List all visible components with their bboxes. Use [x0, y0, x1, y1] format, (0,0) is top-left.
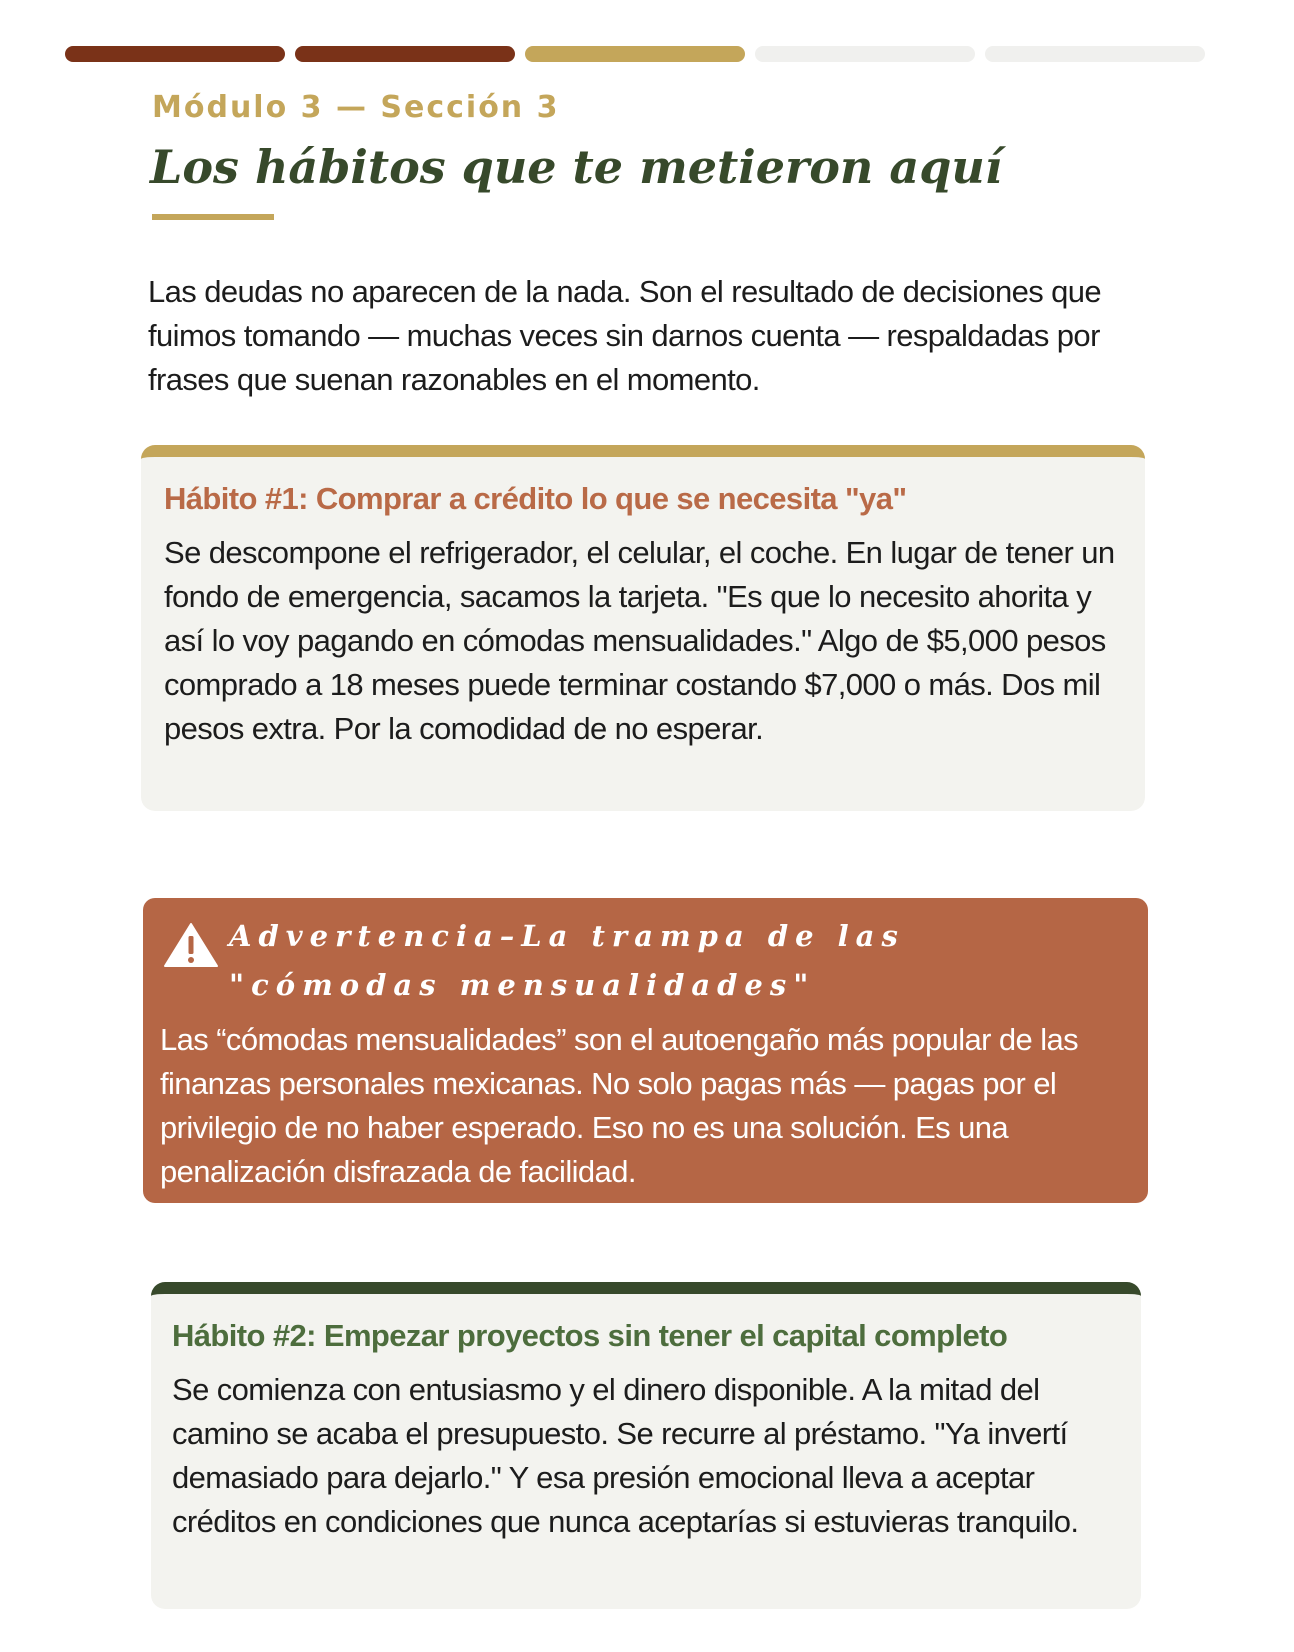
habit-card-2: [151, 1282, 1141, 1609]
habit-1-title: Hábito #1: Comprar a crédito lo que se necesita "ya": [164, 481, 907, 516]
habit-2-body: Se comienza con entusiasmo y el dinero disponible. A la mitad del camino se acaba el presupuesto. Se recurre al préstamo. "Ya invertí demasiado para dejarlo." Y esa presión emocional lleva a aceptar créditos en condiciones que nunca aceptarías si estuvieras tranquilo.: [172, 1372, 1079, 1539]
progress-bar: [65, 46, 1205, 62]
progress-step-3: [525, 46, 745, 62]
progress-step-4: [755, 46, 975, 62]
title-underline: [152, 214, 274, 220]
intro-paragraph: Las deudas no aparecen de la nada. Son el resultado de decisiones que fuimos tomando — muchas veces sin darnos cuenta — respaldadas por frases que suenan razonables en el momento.: [148, 274, 1102, 397]
habit-1-body: Se descompone el refrigerador, el celular, el coche. En lugar de tener un fondo de emergencia, sacamos la tarjeta. "Es que lo necesito ahorita y así lo voy pagando en cómodas mensualidades." Algo de $5,000 pesos comprado a 18 meses puede terminar costando $7,000 o más. Dos mil pesos extra. Por la comodidad de no esperar.: [164, 535, 1115, 746]
warning-callout: [143, 898, 1148, 1203]
warning-body: Las “cómodas mensualidades” son el autoengaño más popular de las finanzas personales mexicanas. No solo pagas más — pagas por el privilegio de no haber esperado. Eso no es una solución. Es una penalización disfrazada de facilidad.: [160, 1022, 1079, 1189]
page-title: Los hábitos que te metieron aquí: [150, 140, 1003, 194]
module-label: Módulo 3 — Sección 3: [152, 90, 560, 125]
progress-step-2: [295, 46, 515, 62]
progress-step-1: [65, 46, 285, 62]
habit-2-title: Hábito #2: Empezar proyectos sin tener el capital completo: [172, 1318, 1008, 1353]
warning-title: Advertencia–La trampa de las "cómodas mensualidades": [229, 919, 905, 1002]
warning-triangle-icon: [163, 922, 219, 968]
habit-card-1: [141, 445, 1145, 811]
progress-step-5: [985, 46, 1205, 62]
